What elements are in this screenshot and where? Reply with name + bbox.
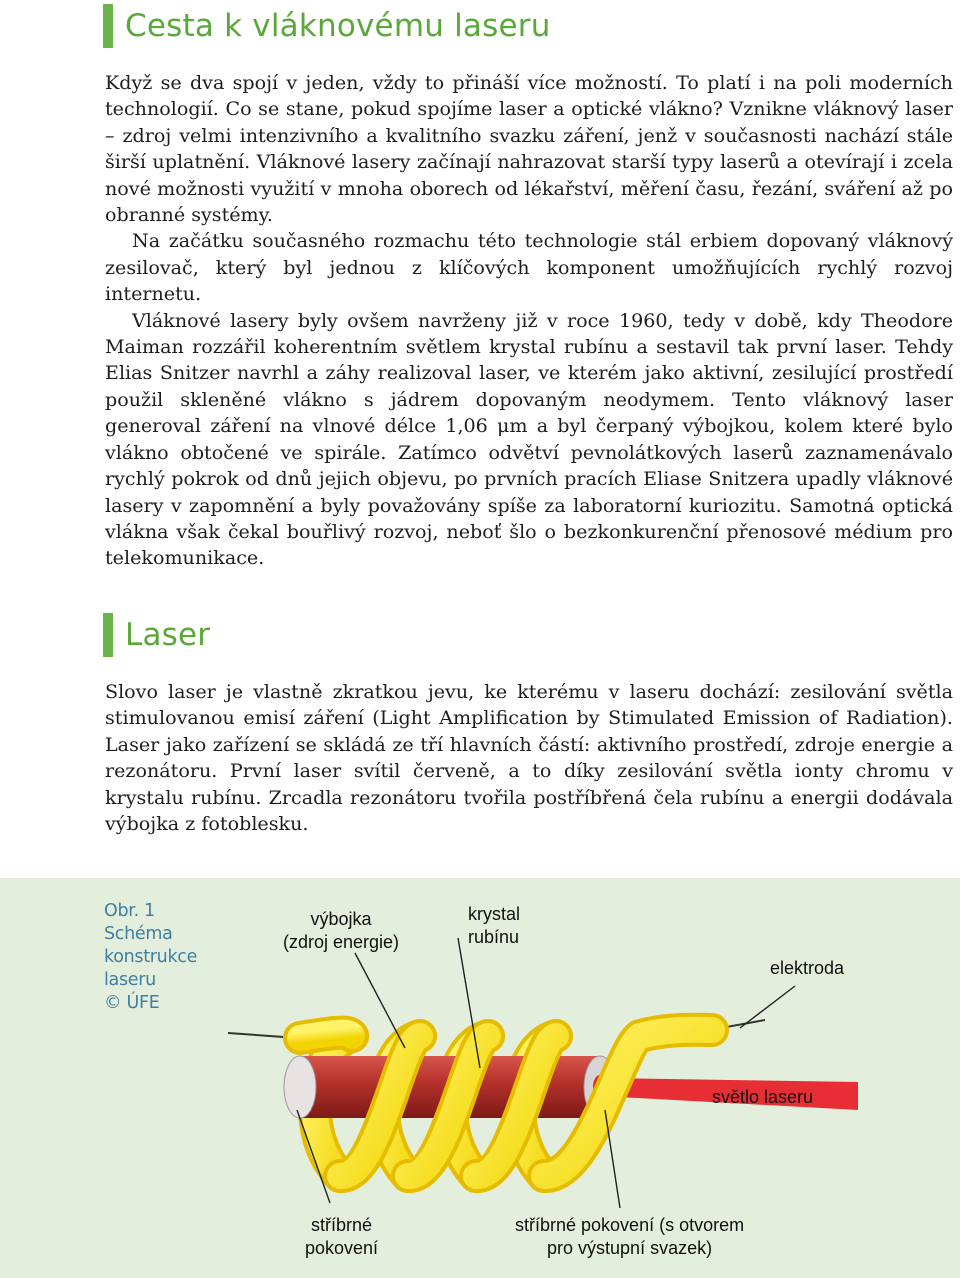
paragraph: Vláknové lasery byly ovšem navrženy již v roce 1960, tedy v době, kdy Theodore Maiman rozzářil koherentním světlem krystal rubínu a sestavil tak první laser. Tehdy Elias Snitzer navrhl a záhy realizoval laser, ve kterém jako aktivní, zesilující prostředí použil skleněné vlákno s jádrem dopovaným neodymem. Tento vláknový laser generoval záření na vlnové délce 1,06 μm a byl čerpaný výbojkou, kolem které bylo vlákno obtočené ve spirále. Zatímco odvětví pevnolátkových laserů zaznamenávalo rychlý pokrok od dnů jejich objevu, po prvních pracích Eliase Snitzera upadly vláknové lasery v zapomnění a byly považovány spíše za laboratorní kuriozitu. Samotná optická vlákna však čekal bouřlivý rozvoj, neboť šlo o bezkonkurenční přenosové médium pro telekomunikace. bbox=[105, 308, 953, 570]
heading-accent-bar bbox=[103, 4, 113, 48]
heading-accent-bar bbox=[103, 613, 113, 657]
label-line: výbojka bbox=[310, 909, 372, 929]
section2-body bbox=[105, 679, 953, 837]
section-heading-fiber-laser bbox=[103, 4, 551, 48]
paragraph: Když se dva spojí v jeden, vždy to přináší více možností. To platí i na poli moderních technologií. Co se stane, pokud spojíme laser a optické vlákno? Vznikne vláknový laser – zdroj velmi intenzivního a kvalitního svazku záření, jenž v současnosti nachází stále širší uplatnění. Vláknové lasery začínají nahrazovat starší typy laserů a otevírají i zcela nové možnosti využití v mnoha oborech od lékařství, měření času, řezání, sváření až po obranné systémy. bbox=[105, 71, 953, 227]
label-silver-coating-with-hole bbox=[515, 1214, 744, 1260]
paragraph: Slovo laser je vlastně zkratkou jevu, ke kterému v laseru dochází: zesilování světla stimulovanou emisí záření (Light Amplification by Stimulated Emission of Radiation). Laser jako zařízení se skládá ze tří hlavních částí: aktivního prostředí, zdroje energie a rezonátoru. První laser svítil červeně, a to díky zesilování světla ionty chromu v krystalu rubínu. Zrcadla rezonátoru tvořila postříbřená čela rubínu a energii dodávala výbojka z fotoblesku. bbox=[105, 680, 953, 836]
caption-line: © ÚFE bbox=[104, 993, 160, 1013]
label-ruby-crystal bbox=[468, 903, 520, 949]
caption-line: konstrukce bbox=[104, 947, 198, 967]
label-electrode: elektroda bbox=[770, 958, 845, 978]
section1-body bbox=[105, 70, 953, 572]
label-line: (zdroj energie) bbox=[283, 932, 400, 952]
label-line: stříbrné bbox=[311, 1215, 373, 1235]
heading-title: Laser bbox=[125, 617, 211, 653]
label-line: krystal bbox=[468, 904, 521, 924]
caption-line: Schéma bbox=[104, 924, 173, 944]
label-laser-light: světlo laseru bbox=[712, 1087, 814, 1107]
caption-line: Obr. 1 bbox=[104, 901, 155, 921]
label-silver-coating bbox=[305, 1214, 378, 1260]
label-line: pokovení bbox=[305, 1238, 379, 1258]
heading-title: Cesta k vláknovému laseru bbox=[125, 8, 551, 44]
label-line: rubínu bbox=[468, 927, 520, 947]
caption-line: laseru bbox=[104, 970, 156, 990]
section-heading-laser bbox=[103, 613, 210, 657]
label-line: pro výstupní svazek) bbox=[547, 1238, 713, 1258]
label-flashlamp bbox=[283, 908, 399, 954]
label-line: stříbrné pokovení (s otvorem bbox=[515, 1215, 745, 1235]
paragraph: Na začátku současného rozmachu této technologie stál erbiem dopovaný vláknový zesilovač, který byl jednou z klíčových komponent umožňujících rychlý rozvoj internetu. bbox=[105, 229, 953, 306]
